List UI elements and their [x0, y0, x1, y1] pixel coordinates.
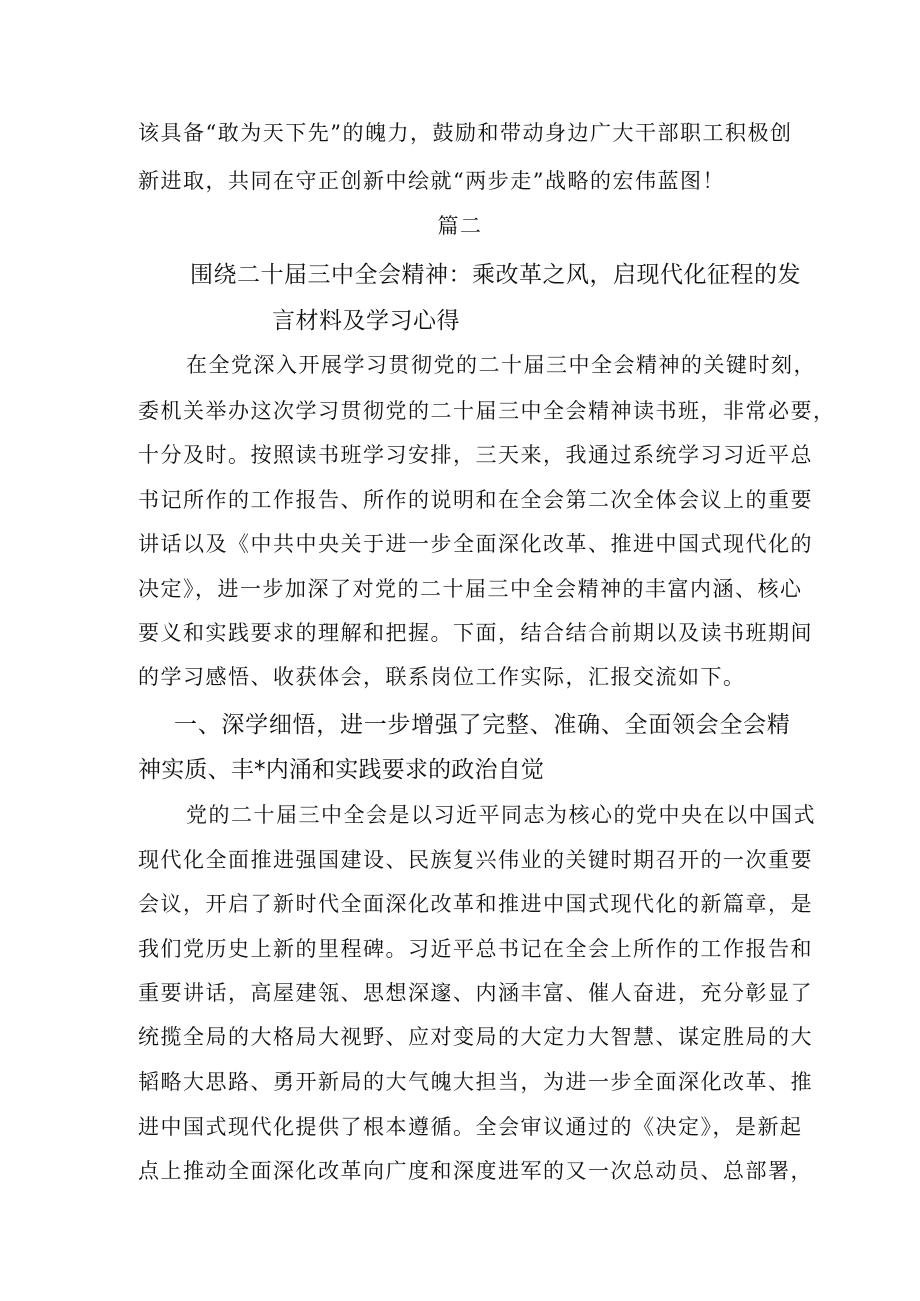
paragraph-1-line-2: 委机关举办这次学习贯彻党的二十届三中全会精神读书班，非常必要， — [138, 399, 836, 423]
section-label: 篇二 — [437, 214, 483, 238]
paragraph-2-line-7: 韬略大思路、勇开新局的大气魄大担当，为进一步全面深化改革、推 — [138, 1070, 813, 1094]
paragraph-1-line-1: 在全党深入开展学习贯彻党的二十届三中全会精神的关键时刻， — [186, 353, 816, 377]
paragraph-1-line-3: 十分及时。按照读书班学习安排，三天来，我通过系统学习习近平总 — [138, 443, 813, 467]
paragraph-1-line-5: 讲话以及《中共中央关于进一步全面深化改革、推进中国式现代化的 — [138, 532, 813, 556]
paragraph-1-line-7: 要义和实践要求的理解和把握。下面，结合结合前期以及读书班期间 — [138, 621, 813, 645]
paragraph-2-line-1: 党的二十届三中全会是以习近平同志为核心的党中央在以中国式 — [186, 803, 816, 827]
paragraph-1-line-4: 书记所作的工作报告、所作的说明和在全会第二次全体会议上的重要 — [138, 488, 813, 512]
paragraph-2-line-3: 会议，开启了新时代全面深化改革和推进中国式现代化的新篇章，是 — [138, 892, 813, 916]
paragraph-1-line-8: 的学习感悟、收获体会，联系岗位工作实际，汇报交流如下。 — [138, 665, 746, 689]
section-heading-line-2: 神实质、丰*内涌和实践要求的政治自觉 — [138, 757, 545, 783]
paragraph-2-line-8: 进中国式现代化提供了根本遵循。全会审议通过的《决定》，是新起 — [138, 1115, 803, 1139]
paragraph-2-line-4: 我们党历史上新的里程碑。习近平总书记在全会上所作的工作报告和 — [138, 937, 813, 961]
document-title-line-2: 言材料及学习心得 — [272, 308, 460, 334]
intro-line-1: 该具备“敢为天下先”的魄力，鼓励和带动身边广大干部职工积极创 — [138, 121, 793, 145]
paragraph-2-line-2: 现代化全面推进强国建设、民族复兴伟业的关键时期召开的一次重要 — [138, 848, 813, 872]
paragraph-1-line-6: 决定》，进一步加深了对党的二十届三中全会精神的丰富内涵、核心 — [138, 577, 803, 601]
section-heading-line-1: 一、深学细悟，进一步增强了完整、准确、全面领会全会精 — [174, 712, 790, 738]
document-title-line-1: 围绕二十届三中全会精神：乘改革之风，启现代化征程的发 — [190, 262, 801, 288]
paragraph-2-line-5: 重要讲话，高屋建瓴、思想深邃、内涵丰富、催人奋进，充分彰显了 — [138, 981, 813, 1005]
intro-line-2: 新进取，共同在守正创新中绘就“两步走”战略的宏伟蓝图！ — [138, 169, 725, 193]
paragraph-2-line-9: 点上推动全面深化改革向广度和深度进军的又一次总动员、总部署， — [138, 1159, 813, 1183]
paragraph-2-line-6: 统揽全局的大格局大视野、应对变局的大定力大智慧、谋定胜局的大 — [138, 1025, 813, 1049]
